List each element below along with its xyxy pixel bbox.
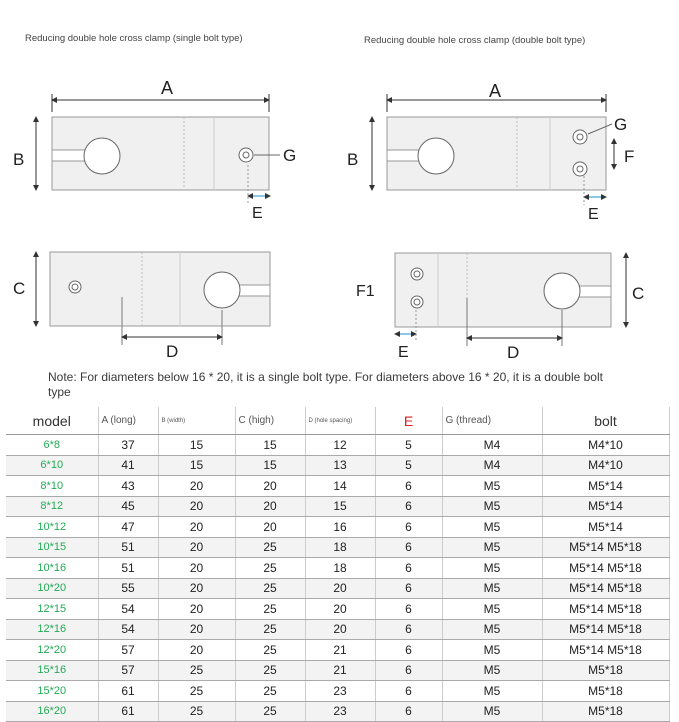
spec-table [6,407,670,722]
table-cell: M5*14 M5*18 [542,578,669,599]
table-row [6,578,669,599]
label-E-single: E [252,205,263,222]
cell-model: 10*15 [6,537,98,558]
table-cell: 6 [375,476,442,497]
table-cell: 25 [235,681,305,702]
table-cell: 61 [98,681,158,702]
label-B-double: B [347,150,359,169]
table-cell: M5*18 [542,681,669,702]
table-cell: 20 [305,599,375,620]
table-cell: 6 [375,660,442,681]
header-bolt: bolt [542,407,669,435]
single-top-view [13,78,296,222]
label-C-double: C [632,284,645,303]
table-cell: 23 [305,701,375,722]
table-cell: M5 [442,619,542,640]
table-cell: 25 [235,619,305,640]
label-G-double: G [614,115,628,134]
table-cell: 6 [375,701,442,722]
label-F-double: F [624,147,635,166]
cell-model: 12*15 [6,599,98,620]
table-cell: M5 [442,578,542,599]
table-cell: 25 [235,640,305,661]
table-cell: M5 [442,496,542,517]
table-cell: 6 [375,599,442,620]
table-header-row [6,407,669,435]
cell-model: 6*10 [6,455,98,476]
table-cell: 16 [305,517,375,538]
table-cell: 45 [98,496,158,517]
header-c: C (high) [235,407,305,435]
label-G-single: G [283,146,297,165]
table-cell: M5*14 M5*18 [542,619,669,640]
table-cell: 15 [235,435,305,456]
table-row [6,517,669,538]
table-cell: 25 [158,681,235,702]
table-row [6,619,669,640]
table-cell: 20 [235,517,305,538]
table-cell: M5 [442,537,542,558]
table-cell: 20 [235,476,305,497]
table-cell: 20 [158,537,235,558]
table-cell: 54 [98,599,158,620]
label-E-double-side: E [398,344,409,361]
table-cell: 25 [235,578,305,599]
table-cell: 25 [235,701,305,722]
cell-model: 8*10 [6,476,98,497]
label-E-double: E [588,206,599,223]
table-cell: 20 [158,578,235,599]
table-cell: 54 [98,619,158,640]
cell-model: 10*16 [6,558,98,579]
header-model: model [6,407,98,435]
table-cell: 20 [158,599,235,620]
table-cell: 15 [158,455,235,476]
table-row [6,537,669,558]
cell-model: 8*12 [6,496,98,517]
table-cell: M5*14 M5*18 [542,599,669,620]
table-cell: M5*14 M5*18 [542,640,669,661]
cell-model: 12*20 [6,640,98,661]
header-d: D (hole spacing) [305,407,375,435]
table-cell: M5 [442,558,542,579]
caption-single: Reducing double hole cross clamp (single bolt type) [25,33,243,44]
table-cell: 6 [375,640,442,661]
table-cell: 21 [305,660,375,681]
table-row [6,496,669,517]
table-row [6,681,669,702]
header-b: B (width) [158,407,235,435]
table-cell: M5 [442,517,542,538]
table-cell: 20 [235,496,305,517]
table-cell: 25 [235,537,305,558]
table-row [6,660,669,681]
table-cell: 57 [98,660,158,681]
table-cell: 20 [158,517,235,538]
table-cell: 6 [375,558,442,579]
table-cell: 5 [375,455,442,476]
table-cell: 18 [305,537,375,558]
table-cell: M4*10 [542,455,669,476]
table-cell: 6 [375,496,442,517]
table-row [6,435,669,456]
table-cell: 25 [235,599,305,620]
table-cell: 20 [158,619,235,640]
table-row [6,701,669,722]
table-cell: 15 [235,455,305,476]
table-cell: M5 [442,640,542,661]
table-cell: M5 [442,476,542,497]
table-cell: M5*14 [542,476,669,497]
table-cell: 20 [158,640,235,661]
double-side-view [356,253,644,362]
table-row [6,640,669,661]
table-cell: 25 [235,558,305,579]
table-cell: 15 [158,435,235,456]
double-top-view [347,81,634,223]
label-D-single: D [166,342,179,361]
table-cell: 47 [98,517,158,538]
table-cell: M5*18 [542,660,669,681]
table-cell: 57 [98,640,158,661]
table-cell: 55 [98,578,158,599]
cell-model: 10*20 [6,578,98,599]
table-cell: 20 [305,619,375,640]
table-cell: 14 [305,476,375,497]
table-cell: 5 [375,435,442,456]
table-cell: M5*14 [542,517,669,538]
table-cell: 51 [98,558,158,579]
table-cell: 6 [375,537,442,558]
table-cell: M5 [442,660,542,681]
header-g: G (thread) [442,407,542,435]
table-cell: 61 [98,701,158,722]
header-a: A (long) [98,407,158,435]
header-e: E [375,407,442,435]
table-cell: 23 [305,681,375,702]
table-cell: 6 [375,619,442,640]
table-cell: 20 [158,496,235,517]
cell-model: 12*16 [6,619,98,640]
table-cell: 13 [305,455,375,476]
table-cell: 51 [98,537,158,558]
table-cell: 43 [98,476,158,497]
single-side-view [13,252,270,361]
table-cell: 37 [98,435,158,456]
label-C-single: C [13,279,26,298]
cell-model: 16*20 [6,701,98,722]
table-cell: M5 [442,681,542,702]
table-cell: M5*14 [542,496,669,517]
cell-model: 15*20 [6,681,98,702]
table-row [6,558,669,579]
table-cell: 21 [305,640,375,661]
table-row [6,455,669,476]
table-cell: M5*18 [542,701,669,722]
table-cell: 41 [98,455,158,476]
table-cell: 15 [305,496,375,517]
caption-double: Reducing double hole cross clamp (double bolt type) [364,35,586,46]
table-cell: 12 [305,435,375,456]
cell-model: 15*16 [6,660,98,681]
table-cell: M5 [442,701,542,722]
label-D-double: D [507,343,520,362]
table-cell: M4*10 [542,435,669,456]
table-cell: 18 [305,558,375,579]
table-cell: M5 [442,599,542,620]
table-cell: 25 [235,660,305,681]
table-cell: M5*14 M5*18 [542,537,669,558]
table-cell: 6 [375,578,442,599]
table-cell: 20 [305,578,375,599]
table-cell: M4 [442,455,542,476]
table-cell: 6 [375,681,442,702]
table-row [6,599,669,620]
table-cell: 20 [158,558,235,579]
note-text: Note: For diameters below 16 * 20, it is a single bolt type. For diameters above 16 * 20, it is a double bolt type [48,370,603,399]
table-cell: M4 [442,435,542,456]
cell-model: 6*8 [6,435,98,456]
table-cell: 25 [158,660,235,681]
table-cell: 25 [158,701,235,722]
table-cell: 20 [158,476,235,497]
label-A-single: A [161,78,174,98]
table-cell: 6 [375,517,442,538]
label-F1-double: F1 [356,283,375,300]
table-cell: M5*14 M5*18 [542,558,669,579]
label-B-single: B [13,150,25,169]
cell-model: 10*12 [6,517,98,538]
label-A-double: A [489,81,502,101]
table-row [6,476,669,497]
